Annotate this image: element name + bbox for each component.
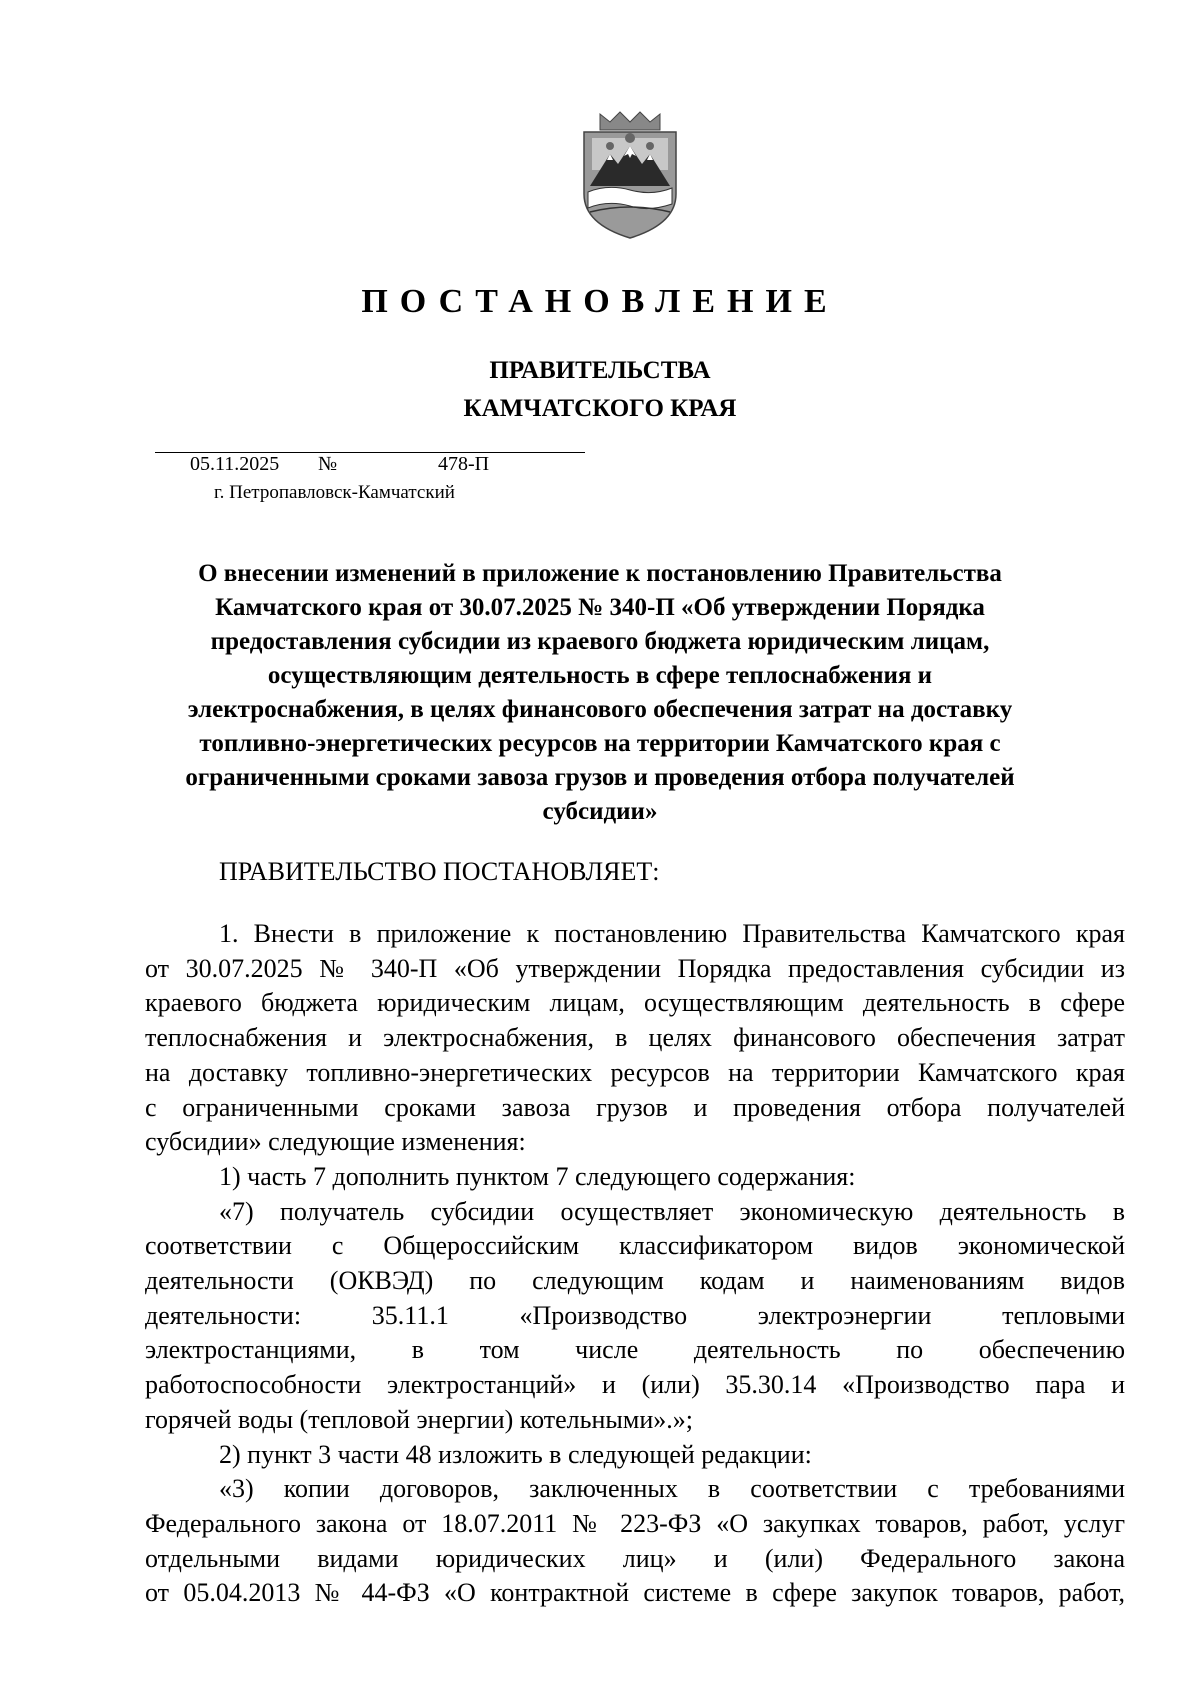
body-line: 1. Внести в приложение к постановлению Правительства Камчатского края — [219, 919, 1125, 948]
subject-line: ограниченными сроками завоза грузов и проведения отбора получателей — [185, 764, 1015, 791]
body-line: 1) часть 7 дополнить пунктом 7 следующего содержания: — [219, 1161, 856, 1191]
body-line: соответствии с Общероссийским классификатором видов экономической — [145, 1231, 1125, 1261]
subject-line: субсидии» — [542, 798, 658, 825]
subject-line: предоставления субсидии из краевого бюджета юридическим лицам, — [210, 628, 990, 655]
decree-phrase: ПРАВИТЕЛЬСТВО ПОСТАНОВЛЯЕТ: — [219, 857, 660, 886]
body-line: «3) копии договоров, заключенных в соответствии с требованиями — [219, 1474, 1125, 1504]
body-line: от 30.07.2025 № 340-П «Об утверждении Порядка предоставления субсидии из — [145, 953, 1125, 983]
body-line: субсидии» следующие изменения: — [145, 1127, 526, 1157]
authority-line-2: КАМЧАТСКОГО КРАЯ — [463, 395, 737, 422]
body-line: деятельности: 35.11.1 «Производство электроэнергии тепловыми — [145, 1300, 1125, 1330]
body-line: на доставку топливно-энергетических ресурсов на территории Камчатского края — [145, 1057, 1125, 1087]
body-line: деятельности (ОКВЭД) по следующим кодам и наименованиям видов — [145, 1266, 1125, 1296]
body-line: теплоснабжения и электроснабжения, в целях финансового обеспечения затрат — [145, 1023, 1125, 1053]
body-line: отдельными видами юридических лиц» и (или) Федерального закона — [145, 1543, 1125, 1573]
subject-line: топливно-энергетических ресурсов на территории Камчатского края с — [199, 730, 1001, 757]
authority-line-1: ПРАВИТЕЛЬСТВА — [489, 357, 711, 384]
subject-line: электроснабжения, в целях финансового обеспечения затрат на доставку — [187, 696, 1013, 723]
body-line: работоспособности электростанций» и (или) 35.30.14 «Производство пара и — [145, 1370, 1125, 1400]
document-type-title: ПОСТАНОВЛЕНИЕ — [361, 283, 839, 320]
subject-line: осуществляющим деятельность в сфере теплоснабжения и — [267, 662, 933, 689]
issue-city: г. Петропавловск-Камчатский — [214, 482, 455, 503]
number-sign: № — [318, 453, 338, 475]
body-line: 2) пункт 3 части 48 изложить в следующей редакции: — [219, 1439, 812, 1469]
document-body — [145, 917, 1125, 1611]
coat-of-arms-emblem — [578, 108, 682, 240]
body-line: Федерального закона от 18.07.2011 № 223-ФЗ «О закупках товаров, работ, услуг — [145, 1508, 1125, 1538]
body-line: электростанциями, в том числе деятельность по обеспечению — [145, 1335, 1125, 1365]
subject-line: Камчатского края от 30.07.2025 № 340-П «Об утверждении Порядка — [215, 594, 985, 621]
subject-line: О внесении изменений в приложение к постановлению Правительства — [198, 560, 1002, 587]
registration-line — [155, 452, 585, 475]
body-line: горячей воды (тепловой энергии) котельными».»; — [145, 1404, 693, 1434]
document-number: 478-П — [438, 453, 490, 475]
body-line: с ограниченными сроками завоза грузов и проведения отбора получателей — [145, 1092, 1125, 1122]
document-subject — [145, 557, 1055, 829]
body-line: от 05.04.2013 № 44-ФЗ «О контрактной системе в сфере закупок товаров, работ, — [145, 1578, 1125, 1608]
issuing-authority — [0, 352, 1200, 428]
document-date: 05.11.2025 — [190, 453, 280, 475]
body-line: краевого бюджета юридическим лицам, осуществляющим деятельность в сфере — [145, 988, 1125, 1018]
body-line: «7) получатель субсидии осуществляет экономическую деятельность в — [219, 1196, 1125, 1226]
